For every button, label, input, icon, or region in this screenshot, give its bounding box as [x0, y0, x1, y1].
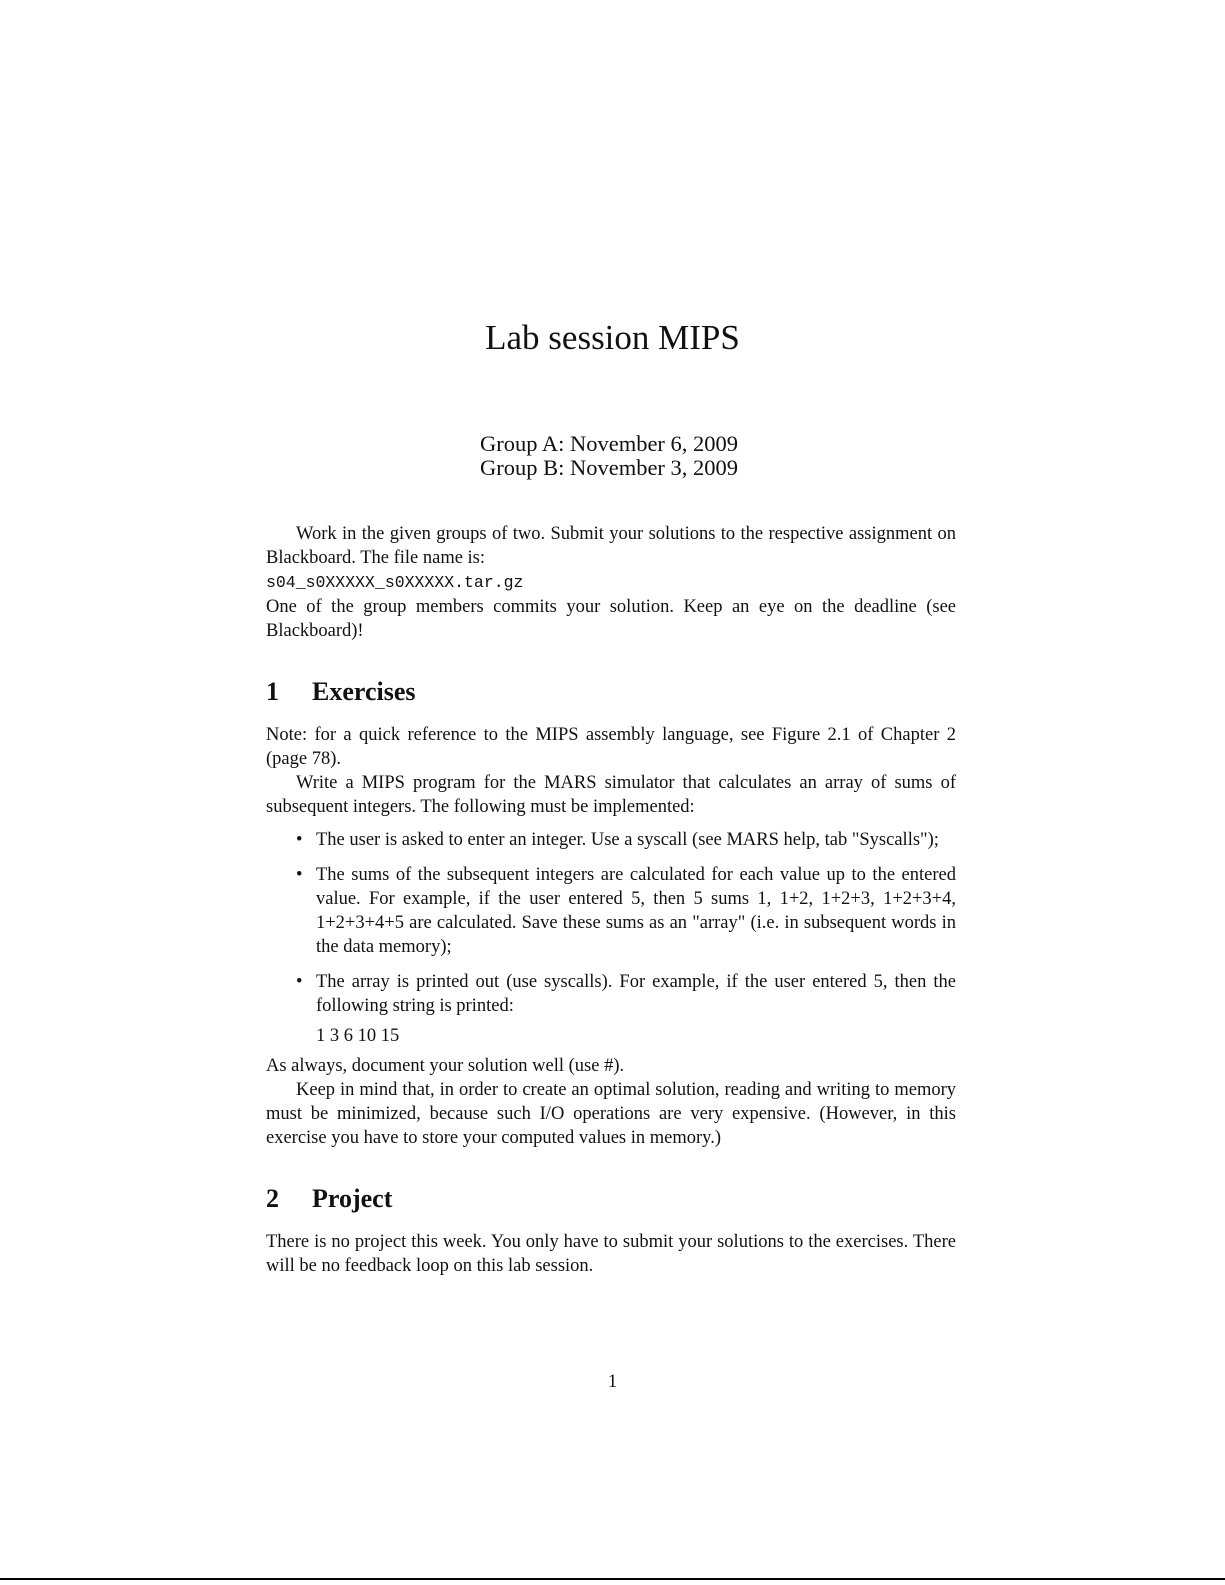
project-paragraph: There is no project this week. You only have to submit your solutions to the exercises. There will be no feedback loop on this lab session.: [266, 1232, 956, 1276]
intro-deadline: One of the group members commits your solution. Keep an eye on the deadline (see Blackboard)!: [266, 597, 956, 641]
page-number: 1: [607, 1372, 618, 1392]
document-body: [266, 522, 956, 1278]
section-heading-project: [266, 1184, 956, 1214]
group-a-date: Group A: November 6, 2009: [479, 431, 739, 456]
section-title: Project: [312, 1184, 393, 1213]
memory-note: Keep in mind that, in order to create an optimal solution, reading and writing to memory must be minimized, because such I/O operations are very expensive. (However, in this exercise you have to store your computed values in memory.): [266, 1080, 956, 1148]
section-heading-exercises: [266, 677, 956, 707]
section-number: 1: [266, 677, 279, 706]
list-item-text: The sums of the subsequent integers are calculated for each value up to the entered value. For example, if the user entered 5, then 5 sums 1, 1+2, 1+2+3, 1+2+3+4, 1+2+3+4+5 are calculated. Save these sums as an "array" (i.e. in subsequent words in the data memory);: [316, 865, 956, 957]
bottom-divider: [0, 1578, 1225, 1580]
list-item: [266, 970, 956, 1018]
intro-paragraph: [266, 522, 956, 643]
task-description: Write a MIPS program for the MARS simulator that calculates an array of sums of subsequent integers. The following must be implemented:: [266, 773, 956, 817]
bullet-icon: •: [296, 972, 303, 992]
intro-line: Work in the given groups of two. Submit your solutions to the respective assignment on Blackboard. The file name is:: [266, 524, 956, 568]
requirements-list: [266, 828, 956, 1018]
list-item: [266, 863, 956, 959]
submission-filename: s04_s0XXXXX_s0XXXXX.tar.gz: [266, 573, 524, 592]
group-b-date: Group B: November 3, 2009: [479, 455, 739, 480]
page-title: Lab session MIPS: [485, 318, 740, 357]
list-item: [266, 828, 956, 852]
section-title: Exercises: [312, 677, 416, 706]
group-dates: [0, 432, 1225, 480]
example-output: 1 3 6 10 15: [316, 1026, 400, 1046]
reference-note: Note: for a quick reference to the MIPS assembly language, see Figure 2.1 of Chapter 2 (page 78).: [266, 725, 956, 769]
bullet-icon: •: [296, 830, 303, 850]
bullet-icon: •: [296, 865, 303, 885]
list-item-text: The user is asked to enter an integer. Use a syscall (see MARS help, tab "Syscalls");: [316, 830, 939, 850]
section-number: 2: [266, 1184, 279, 1213]
list-item-text: The array is printed out (use syscalls). For example, if the user entered 5, then the following string is printed:: [316, 972, 956, 1016]
documentation-note: As always, document your solution well (use #).: [266, 1056, 625, 1076]
